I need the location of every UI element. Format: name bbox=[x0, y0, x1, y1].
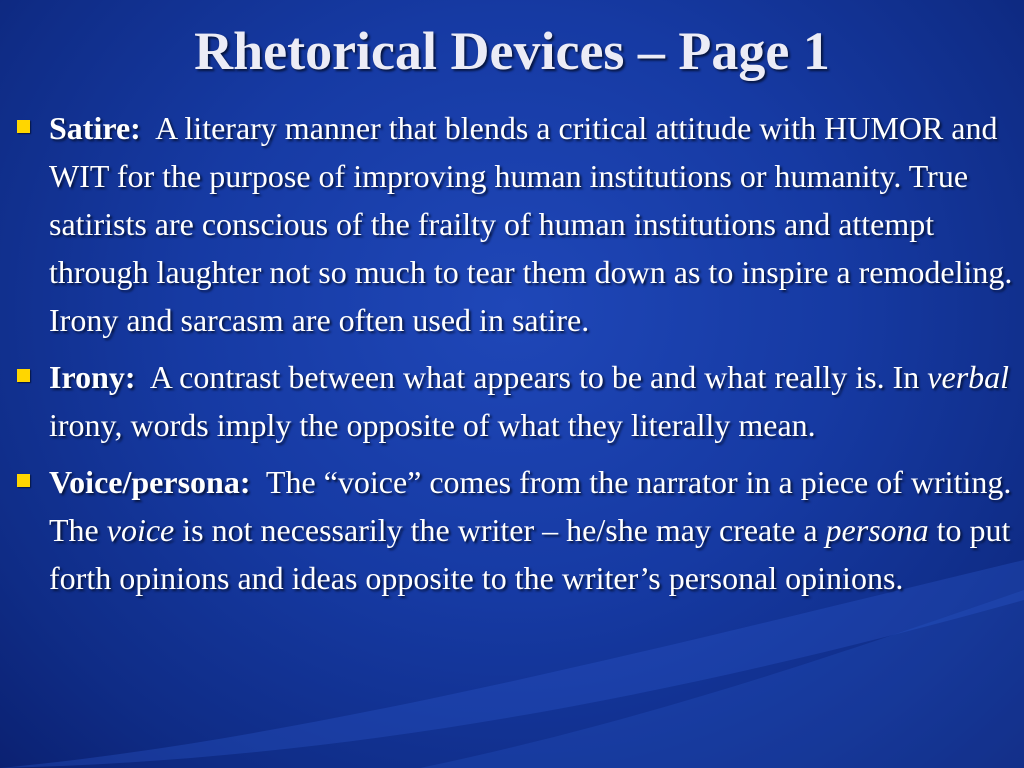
bullet-list bbox=[14, 104, 1016, 611]
definition-irony-part: irony, words imply the opposite of what they literally mean. bbox=[49, 407, 816, 443]
square-bullet-icon bbox=[17, 474, 30, 487]
bullet-item-voice-persona bbox=[14, 458, 1016, 602]
definition-voice-part: The “voice” comes from the narrator in a piece of writing. The bbox=[49, 464, 1012, 548]
emphasis-persona: persona bbox=[825, 512, 929, 548]
term-irony: Irony: bbox=[49, 359, 136, 395]
slide-title: Rhetorical Devices – Page 1 bbox=[194, 21, 830, 81]
emphasis-voice: voice bbox=[106, 512, 175, 548]
definition-voice-part: to put forth opinions and ideas opposite to the writer’s personal opinions. bbox=[49, 512, 1011, 596]
definition-voice-part: is not necessarily the writer – he/she may create a bbox=[174, 512, 826, 548]
square-bullet-icon bbox=[17, 120, 30, 133]
definition-irony-part: A contrast between what appears to be and what really is. In bbox=[149, 359, 928, 395]
term-satire: Satire: bbox=[49, 110, 141, 146]
emphasis-verbal: verbal bbox=[927, 359, 1010, 395]
square-bullet-icon bbox=[17, 369, 30, 382]
definition-satire: A literary manner that blends a critical attitude with HUMOR and WIT for the purpose of improving human institutions or humanity. True satirists are conscious of the frailty of human institutions and attempt through laughter not so much to tear them down as to inspire a remodeling. Irony and sarcasm are often used in satire. bbox=[49, 110, 1013, 338]
bullet-item-satire bbox=[14, 104, 1016, 344]
term-voice-persona: Voice/persona: bbox=[49, 464, 251, 500]
bullet-item-irony bbox=[14, 353, 1016, 449]
